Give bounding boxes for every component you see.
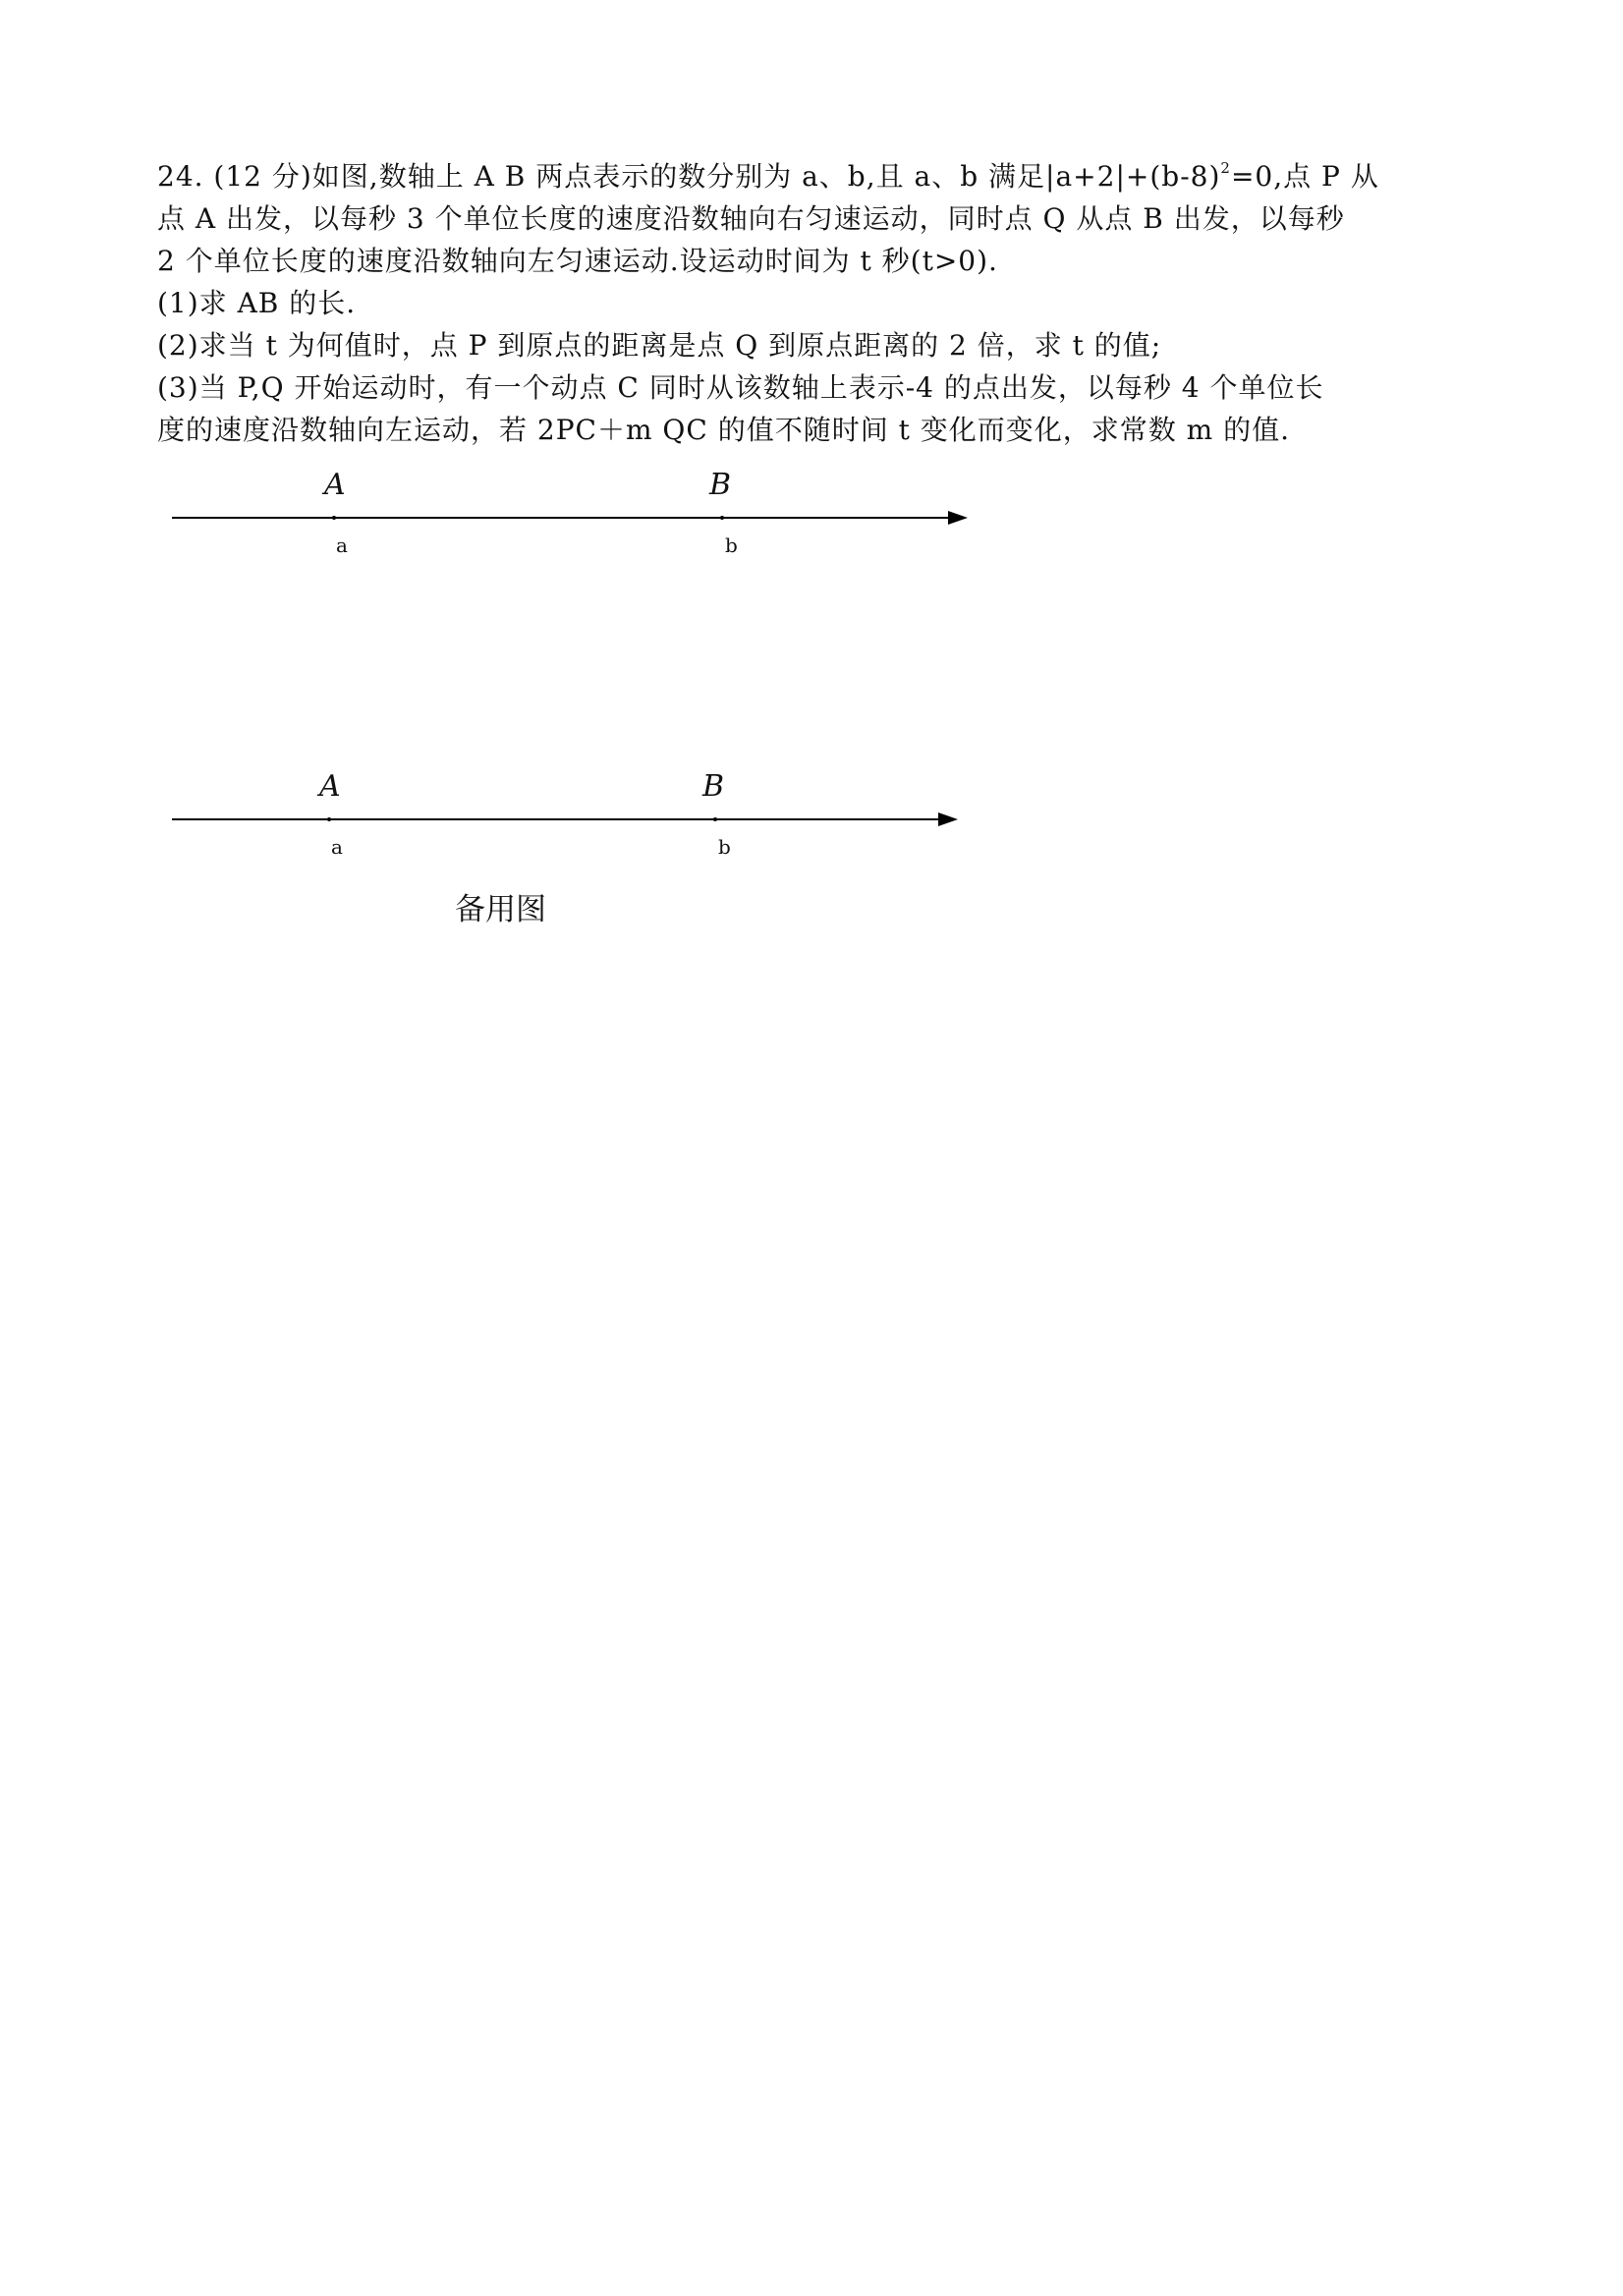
- problem-text: [157, 155, 1493, 451]
- value-a-label: a: [336, 533, 348, 557]
- problem-line-1-start: 24. (12 分)如图,数轴上 A B 两点表示的数分别为 a、b,且 a、b 满足|a+2|+(b-8): [157, 160, 1221, 193]
- question-3-line-2: 度的速度沿数轴向左运动，若 2PC＋m QC 的值不随时间 t 变化而变化，求常数 m 的值.: [157, 414, 1291, 446]
- point-a-dot: [332, 516, 336, 520]
- spare-number-line-figure: [167, 763, 973, 862]
- arrow-right-icon: [948, 511, 968, 525]
- problem-line-3: 2 个单位长度的速度沿数轴向左匀速运动.设运动时间为 t 秒(t>0).: [157, 245, 998, 277]
- number-line-figure: [167, 462, 973, 560]
- spare-value-b-label: b: [718, 835, 731, 859]
- spare-value-a-label: a: [331, 835, 343, 859]
- number-line-svg: [167, 462, 973, 560]
- problem-line-2: 点 A 出发，以每秒 3 个单位长度的速度沿数轴向右匀速运动，同时点 Q 从点 B 出发，以每秒: [157, 202, 1345, 235]
- problem-line-1-end: =0,点 P 从: [1230, 160, 1379, 193]
- exponent: 2: [1220, 159, 1231, 177]
- point-b-dot: [720, 516, 724, 520]
- value-b-label: b: [725, 533, 738, 557]
- point-a-label: A: [324, 468, 346, 502]
- spare-number-line-svg: [167, 763, 973, 862]
- spare-point-a-label: A: [319, 769, 341, 804]
- question-1: (1)求 AB 的长.: [157, 287, 357, 319]
- point-b-label: B: [709, 468, 732, 502]
- spare-figure-caption: 备用图: [455, 892, 546, 927]
- spare-point-b-label: B: [702, 769, 725, 804]
- arrow-right-icon: [938, 812, 958, 826]
- spare-point-a-dot: [327, 817, 331, 821]
- question-3-line-1: (3)当 P,Q 开始运动时，有一个动点 C 同时从该数轴上表示-4 的点出发，以每秒 4 个单位长: [157, 371, 1324, 404]
- problem-line-1: [157, 155, 1493, 197]
- question-2: (2)求当 t 为何值时，点 P 到原点的距离是点 Q 到原点距离的 2 倍，求 t 的值;: [157, 329, 1162, 362]
- spare-point-b-dot: [713, 817, 717, 821]
